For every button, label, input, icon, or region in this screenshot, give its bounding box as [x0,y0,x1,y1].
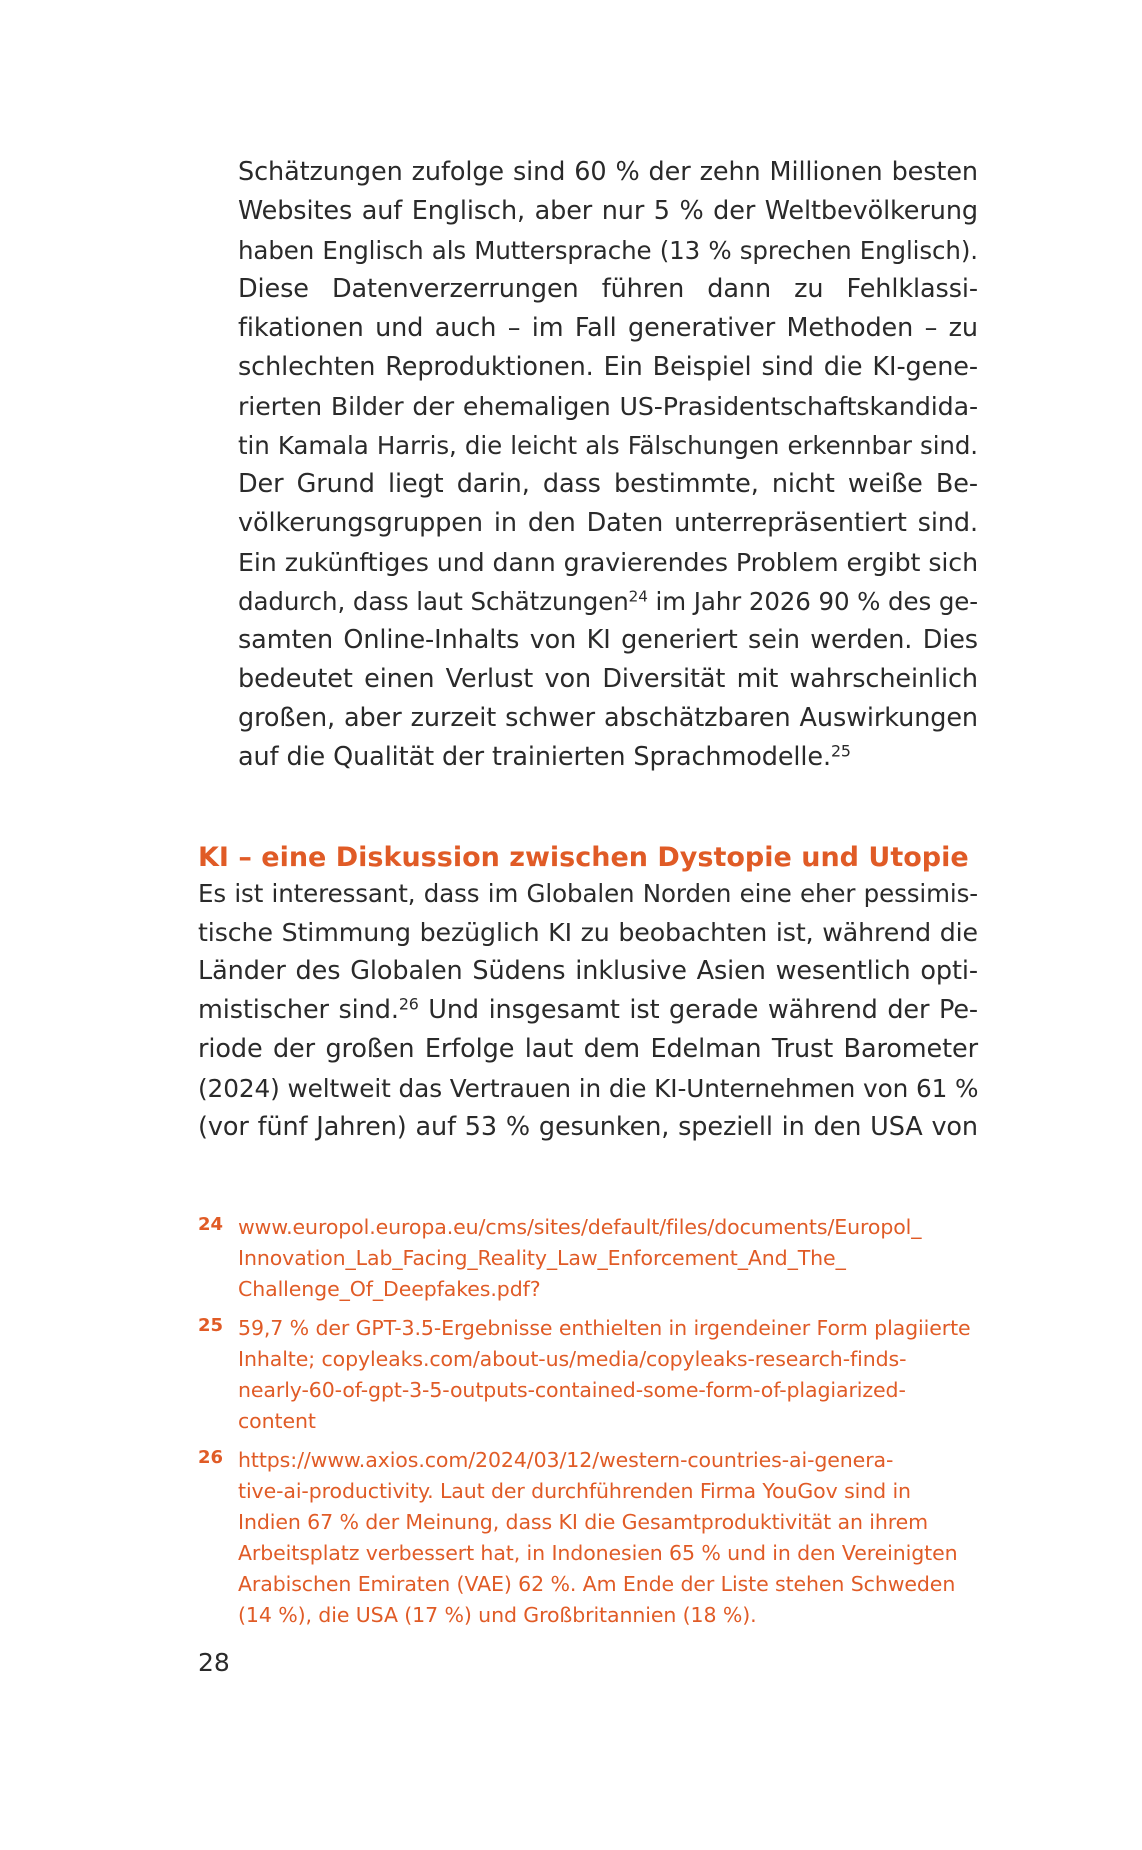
text-line: Websites auf Englisch, aber nur 5 % der Weltbevölkerung [238,196,978,226]
text-segment: Und insgesamt ist gerade während der Pe- [418,995,979,1025]
footnote-number: 25 [198,1315,224,1336]
text-line [238,738,978,777]
text-line: haben Englisch als Muttersprache (13 % sprechen Englisch). [238,236,978,265]
text-line: tin Kamala Harris, die leicht als Fälschungen erkennbar sind. [238,431,978,460]
text-line: schlechten Reproduktionen. Ein Beispiel sind die KI-gene- [238,352,978,382]
footnote-line[interactable]: Challenge_Of_Deepfakes.pdf? [238,1277,541,1301]
text-line: riode der großen Erfolge laut dem Edelman Trust Barometer [198,1034,978,1064]
footnote-line[interactable]: https://www.axios.com/2024/03/12/western-countries-ai-genera- [238,1448,894,1472]
footnote-line: Indien 67 % der Meinung, dass KI die Gesamtproduktivität an ihrem [238,1510,929,1534]
footnote-text [238,1212,998,1305]
text-line: Es ist interessant, dass im Globalen Norden eine eher pessimis- [198,879,978,908]
footnote-line[interactable]: tive-ai-productivity. Laut der durchführenden Firma YouGov sind in [238,1479,911,1503]
text-line: samten Online-Inhalts von KI generiert sein werden. Dies [238,625,978,655]
text-line: Schätzungen zufolge sind 60 % der zehn Millionen besten [238,157,978,187]
footnote-text [238,1313,998,1437]
page-number: 28 [198,1648,230,1677]
footnote-line[interactable]: nearly-60-of-gpt-3-5-outputs-contained-some-form-of-plagiarized- [238,1378,906,1402]
footnote-line: Arabischen Emiraten (VAE) 62 %. Am Ende der Liste stehen Schweden [238,1572,956,1596]
text-line: bedeutet einen Verlust von Diversität mit wahrscheinlich [238,664,978,694]
text-line [238,582,978,621]
text-line: Ein zukünftiges und dann gravierendes Problem ergibt sich [238,548,978,577]
footnote-line: 59,7 % der GPT-3.5-Ergebnisse enthielten in irgendeiner Form plagiierte [238,1316,971,1340]
text-line: völkerungsgruppen in den Daten unterrepräsentiert sind. [238,508,978,538]
text-line: Länder des Globalen Südens inklusive Asien wesentlich opti- [198,956,978,986]
text-line: rierten Bilder der ehemaligen US-Prasidentschaftskandida- [238,392,978,421]
footnote-ref-26: 26 [398,994,419,1014]
footnote-ref-24: 24 [628,587,648,606]
text-segment: dadurch, dass laut Schätzungen [238,587,629,616]
footnote-number: 26 [198,1447,224,1468]
text-line: fikationen und auch – im Fall generativer Methoden – zu [238,313,978,343]
text-segment: mistischer sind. [198,995,399,1025]
footnote-line[interactable]: www.europol.europa.eu/cms/sites/default/files/documents/Europol_ [238,1215,922,1239]
text-line: (vor fünf Jahren) auf 53 % gesunken, speziell in den USA von [198,1112,978,1142]
text-line: großen, aber zurzeit schwer abschätzbaren Auswirkungen [238,703,978,733]
text-line [198,991,978,1030]
text-line: (2024) weltweit das Vertrauen in die KI-Unternehmen von 61 % [198,1074,979,1103]
footnote-line[interactable]: content [238,1409,316,1433]
footnote-line: Arbeitsplatz verbessert hat, in Indonesien 65 % und in den Vereinigten [238,1541,958,1565]
text-line: Diese Datenverzerrungen führen dann zu Fehlklassi- [238,274,978,304]
footnote-text [238,1445,998,1631]
footnote-number: 24 [198,1214,224,1235]
text-line: Der Grund liegt darin, dass bestimmte, nicht weiße Be- [238,469,978,499]
section-heading: KI – eine Diskussion zwischen Dystopie und Utopie [198,842,969,873]
footnote-ref-25: 25 [830,741,851,761]
footnote-line[interactable]: Inhalte; copyleaks.com/about-us/media/copyleaks-research-finds- [238,1347,907,1371]
footnote-line[interactable]: Innovation_Lab_Facing_Reality_Law_Enforcement_And_The_ [238,1246,846,1270]
footnote-line: (14 %), die USA (17 %) und Großbritannien (18 %). [238,1603,757,1627]
text-segment: auf die Qualität der trainierten Sprachmodelle. [238,742,831,772]
text-segment: im Jahr 2026 90 % des ge- [647,587,978,616]
text-line: tische Stimmung bezüglich KI zu beobachten ist, während die [198,918,978,947]
